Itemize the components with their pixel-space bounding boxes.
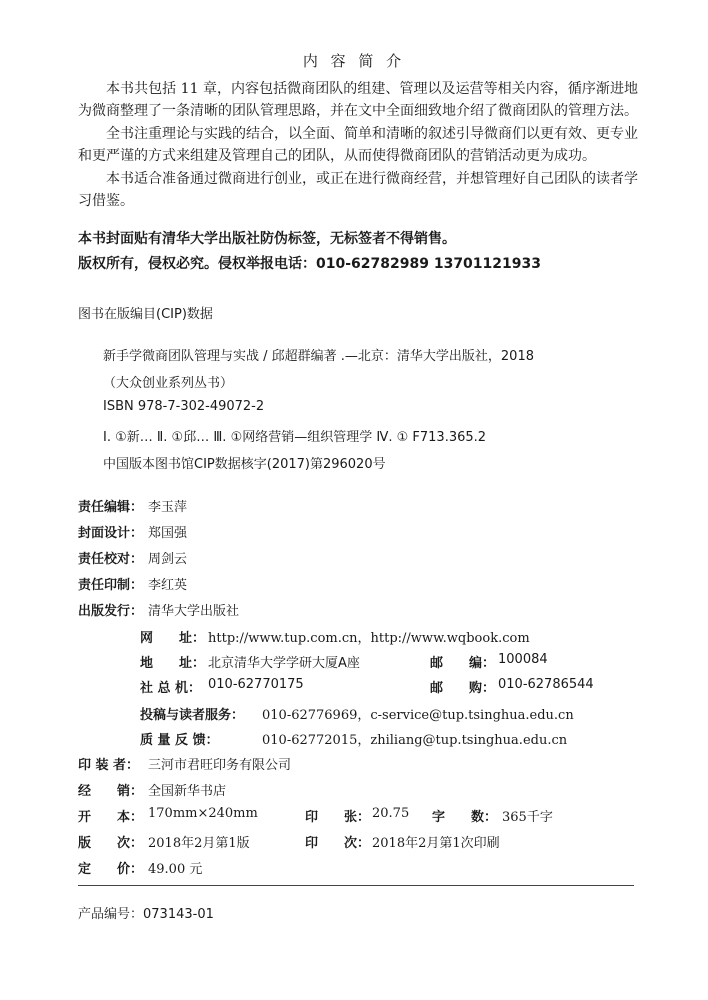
- print-supervisor-value: 李红英: [148, 578, 188, 593]
- cip-line: Ⅰ. ①新… Ⅱ. ①邱… Ⅲ. ①网络营销—组织管理学 Ⅳ. ① F713.365.2: [103, 430, 487, 445]
- intro-paragraph: 本书适合准备通过微商进行创业，或正在进行微商经营，并想管理好自己团队的读者学习借鉴。: [78, 171, 638, 209]
- impression-label: 印 次：: [305, 836, 371, 851]
- price-value: 49.00 元: [148, 862, 203, 877]
- intro-paragraph: 全书注重理论与实践的结合，以全面、简单和清晰的叙述引导微商们以更有效、更专业和更严谨的方式来组建及管理自己的团队，从而使得微商团队的营销活动更为成功。: [78, 126, 638, 164]
- switchboard-value: 010-62770175: [208, 677, 304, 692]
- cover-design-label: 封面设计：: [78, 526, 144, 541]
- format-label: 开 本：: [78, 810, 144, 825]
- switchboard-label: 社 总 机：: [140, 681, 202, 696]
- print-supervisor-label: 责任印制：: [78, 578, 144, 593]
- cip-line: ISBN 978-7-302-49072-2: [103, 399, 265, 414]
- word-count-label: 字 数：: [432, 810, 498, 825]
- edition-value: 2018年2月第1版: [148, 836, 250, 851]
- distributor-value: 全国新华书店: [148, 784, 227, 799]
- publisher-label: 出版发行：: [78, 604, 144, 619]
- proofreader-value: 周剑云: [148, 552, 188, 567]
- page-title: 内 容 简 介: [302, 52, 406, 70]
- cip-line: 中国版本图书馆CIP数据核字(2017)第296020号: [103, 457, 386, 472]
- distributor-label: 经 销：: [78, 784, 144, 799]
- printer-label: 印 装 者：: [78, 758, 140, 773]
- mail-order-value: 010-62786544: [498, 677, 594, 692]
- proofreader-label: 责任校对：: [78, 552, 144, 567]
- publisher-value: 清华大学出版社: [148, 604, 240, 619]
- edition-label: 版 次：: [78, 836, 144, 851]
- editor-label: 责任编辑：: [78, 500, 144, 515]
- website-value: http://www.tup.com.cn，http://www.wqbook.com: [208, 631, 530, 646]
- editor-value: 李玉萍: [148, 500, 188, 515]
- reader-service-value: 010-62776969，c-service@tup.tsinghua.edu.cn: [262, 708, 574, 723]
- postcode-label: 邮 编：: [430, 656, 496, 671]
- anti-counterfeit-notice: 本书封面贴有清华大学出版社防伪标签，无标签者不得销售。: [78, 231, 456, 247]
- mail-order-label: 邮 购：: [430, 681, 496, 696]
- impression-value: 2018年2月第1次印刷: [372, 836, 500, 851]
- divider: [78, 885, 634, 886]
- product-code: 产品编号：073143-01: [78, 907, 214, 922]
- intro-paragraph: 本书共包括 11 章，内容包括微商团队的组建、管理以及运营等相关内容，循序渐进地为微商整理了一条清晰的团队管理思路，并在文中全面细致地介绍了微商团队的管理方法。: [78, 81, 638, 119]
- word-count-value: 365千字: [502, 810, 553, 825]
- copyright-notice: 版权所有，侵权必究。侵权举报电话：010-62782989 13701121933: [78, 256, 541, 272]
- cip-heading: 图书在版编目(CIP)数据: [78, 307, 213, 322]
- address-label: 地 址：: [140, 656, 206, 671]
- printer-value: 三河市君旺印务有限公司: [148, 758, 292, 773]
- price-label: 定 价：: [78, 862, 144, 877]
- reader-service-label: 投稿与读者服务：: [140, 708, 245, 723]
- address-value: 北京清华大学学研大厦A座: [208, 656, 360, 671]
- sheets-label: 印 张：: [305, 810, 371, 825]
- quality-feedback-label: 质 量 反 馈：: [140, 733, 219, 748]
- format-value: 170mm×240mm: [148, 806, 258, 821]
- cip-line: 新手学微商团队管理与实战 / 邱超群编著 .—北京：清华大学出版社，2018: [103, 349, 534, 364]
- cover-design-value: 郑国强: [148, 526, 188, 541]
- postcode-value: 100084: [498, 652, 548, 667]
- website-label: 网 址：: [140, 631, 206, 646]
- quality-feedback-value: 010-62772015，zhiliang@tup.tsinghua.edu.cn: [262, 733, 568, 748]
- sheets-value: 20.75: [372, 806, 410, 821]
- cip-line: （大众创业系列丛书）: [103, 376, 234, 391]
